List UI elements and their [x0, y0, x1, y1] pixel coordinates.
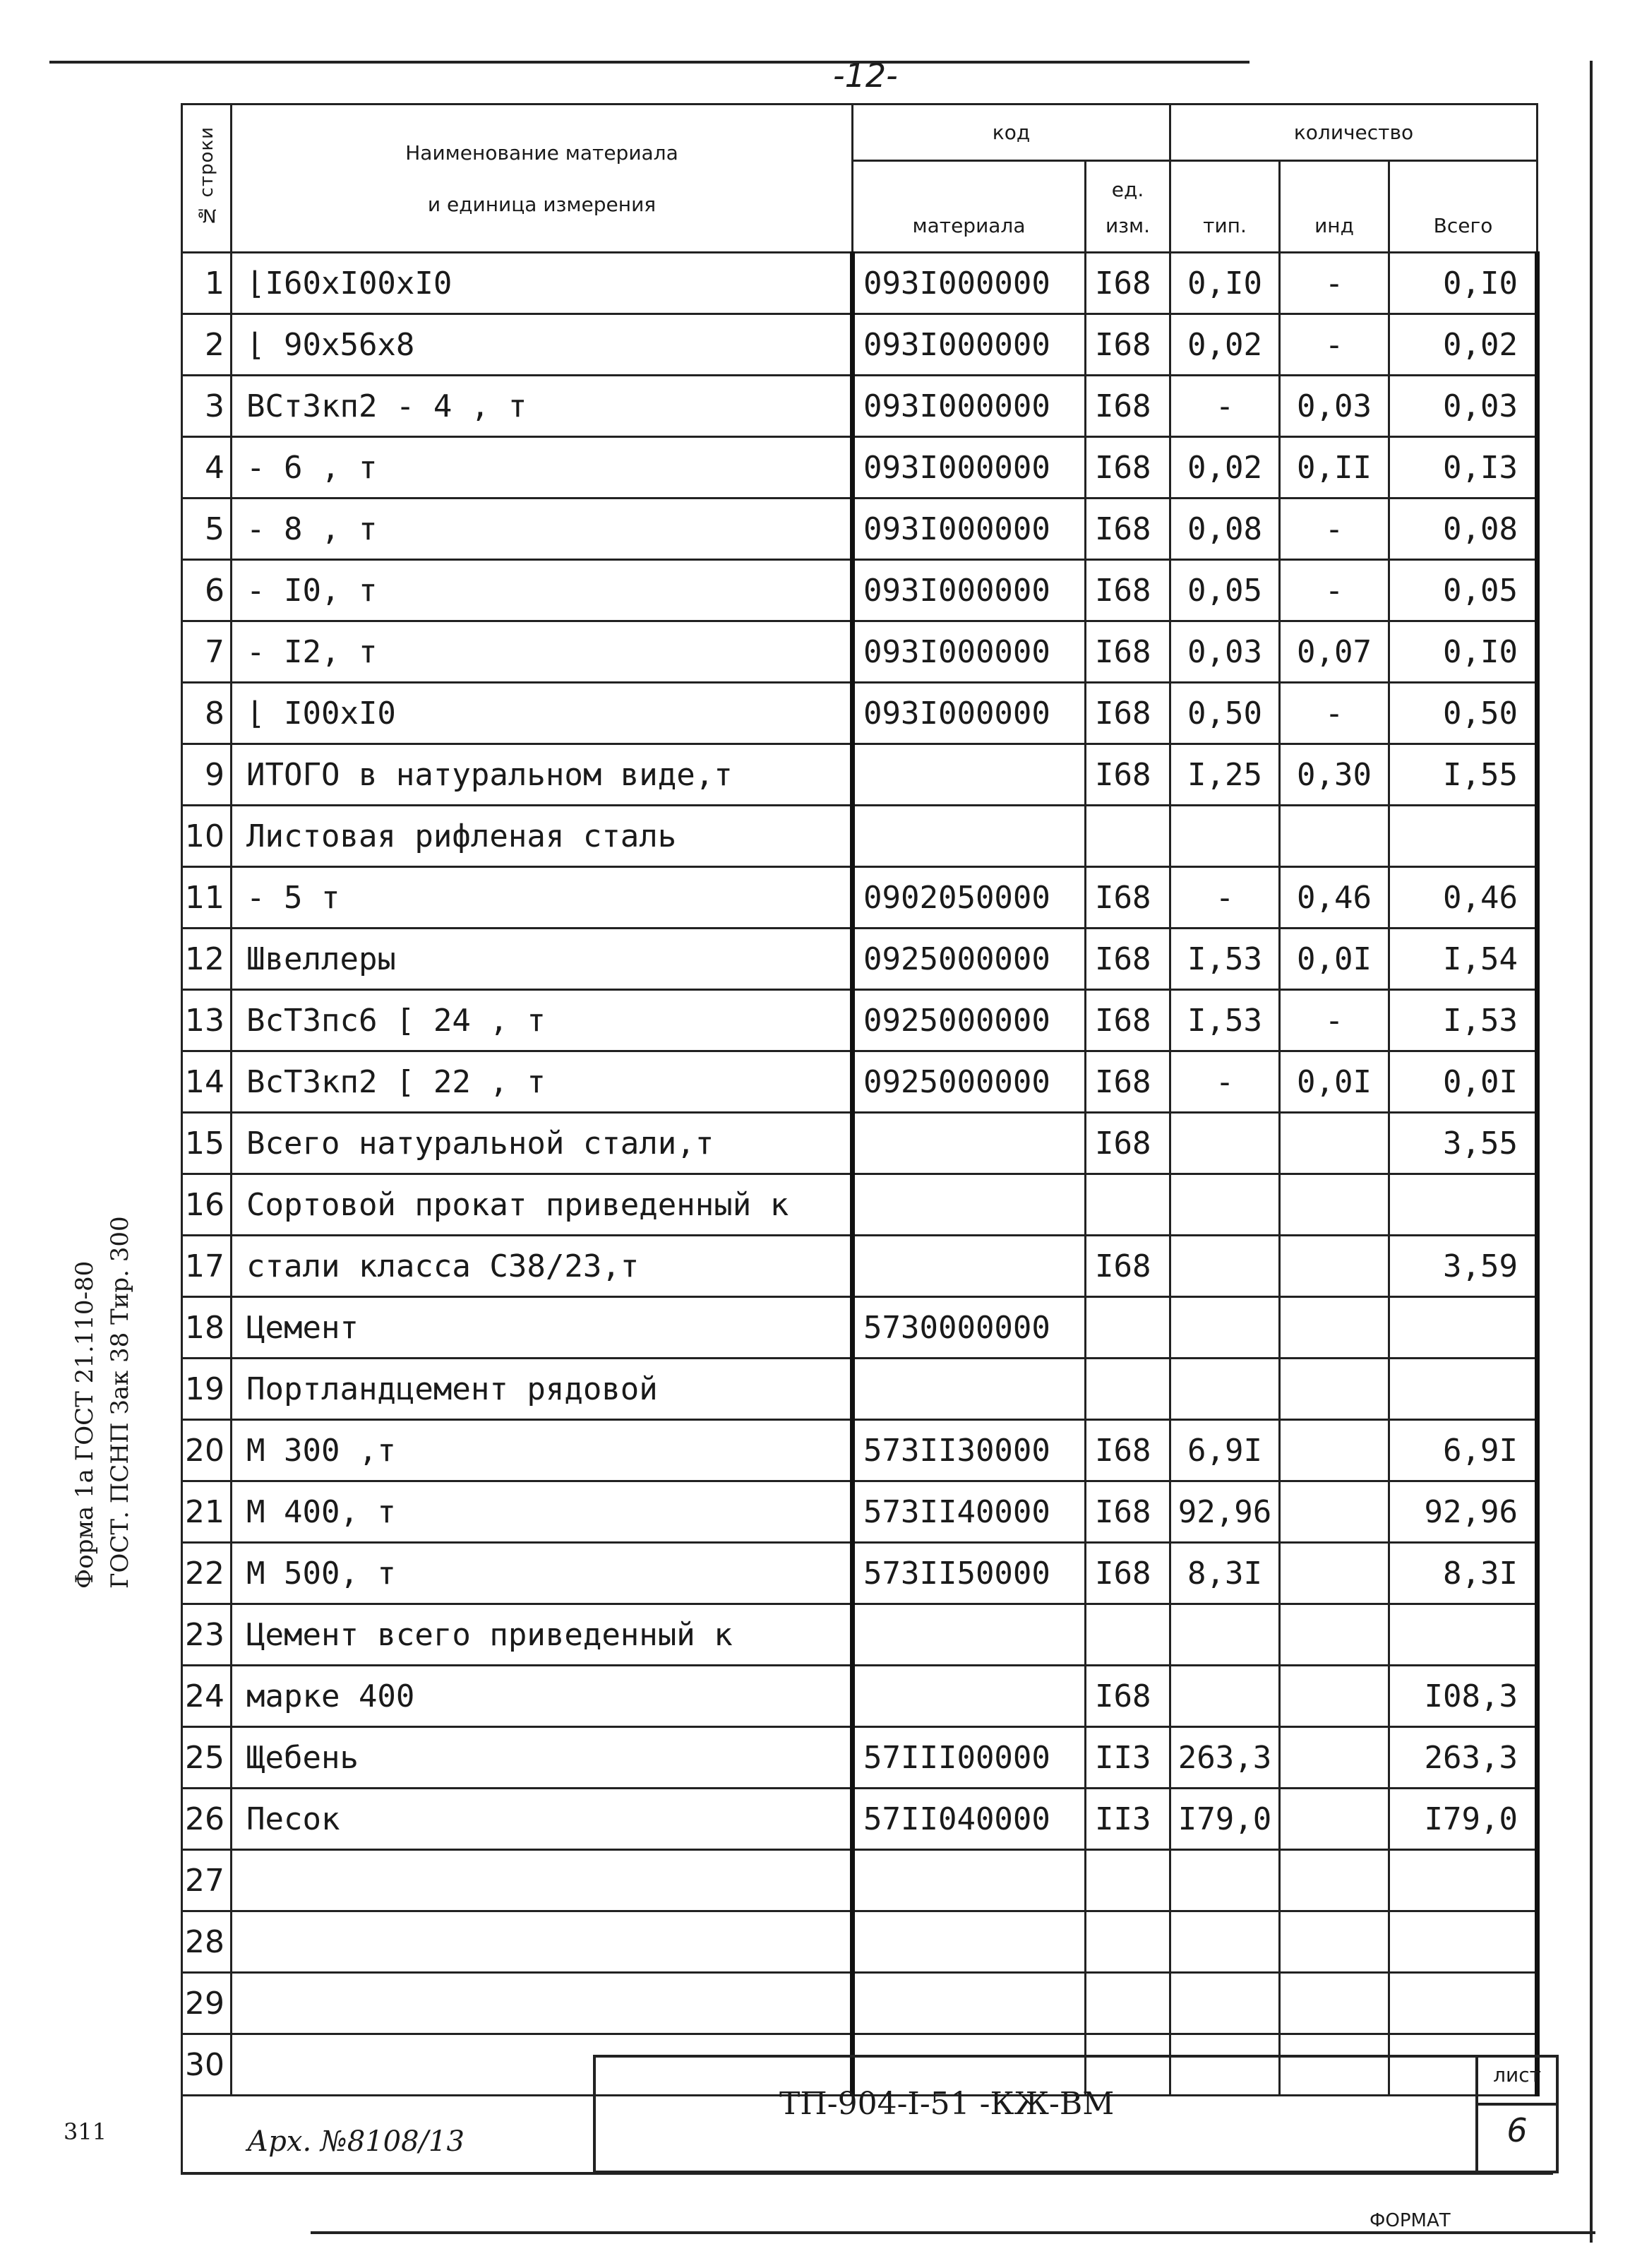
qty-typ: 263,3: [1170, 1727, 1280, 1789]
table-row: [182, 314, 1538, 376]
qty-total: [1389, 1297, 1538, 1359]
table-row: [182, 744, 1538, 806]
row-number: 9: [182, 744, 232, 806]
qty-typ: 0,08: [1170, 499, 1280, 560]
table-row: [182, 621, 1538, 683]
material-code: 573II30000: [853, 1420, 1086, 1481]
material-code: [853, 1666, 1086, 1727]
qty-typ: -: [1170, 1051, 1280, 1113]
unit-code: I68: [1086, 1236, 1170, 1297]
unit-code: II3: [1086, 1727, 1170, 1789]
qty-typ: [1170, 1113, 1280, 1174]
material-name: Листовая рифленая сталь: [232, 806, 853, 867]
qty-total: [1389, 1359, 1538, 1420]
material-name: ВсТ3пс6 [ 24 , т: [232, 990, 853, 1051]
qty-total: [1389, 1174, 1538, 1236]
qty-total: 0,I0: [1389, 621, 1538, 683]
qty-typ: -: [1170, 867, 1280, 929]
qty-typ: [1170, 1297, 1280, 1359]
material-code: [853, 1359, 1086, 1420]
unit-code: I68: [1086, 621, 1170, 683]
qty-total: 8,3I: [1389, 1543, 1538, 1604]
material-name: [232, 1911, 853, 1973]
row-number: 7: [182, 621, 232, 683]
material-name: ⌊I60xI00xI0: [232, 253, 853, 314]
qty-total: 3,59: [1389, 1236, 1538, 1297]
table-row: [182, 806, 1538, 867]
sheet-box: [1475, 2058, 1556, 2171]
row-number: 15: [182, 1113, 232, 1174]
right-rule: [1590, 61, 1593, 2243]
material-code: 093I000000: [853, 376, 1086, 437]
unit-code: I68: [1086, 1543, 1170, 1604]
row-number: 25: [182, 1727, 232, 1789]
qty-total: I,54: [1389, 929, 1538, 990]
qty-typ: I,25: [1170, 744, 1280, 806]
code-unit-header: ед. изм.: [1086, 161, 1170, 253]
row-number: 17: [182, 1236, 232, 1297]
unit-code: I68: [1086, 867, 1170, 929]
qty-typ: 8,3I: [1170, 1543, 1280, 1604]
table-row: [182, 990, 1538, 1051]
qty-ind: 0,II: [1280, 437, 1389, 499]
print-note: ГОСТ. ПСНП Зак 38 Тир. 300: [106, 1216, 134, 1589]
top-rule: [49, 61, 1250, 64]
format-label: ФОРМАТ: [1370, 2210, 1451, 2231]
material-name: Швеллеры: [232, 929, 853, 990]
material-code: 093I000000: [853, 621, 1086, 683]
qty-typ: -: [1170, 376, 1280, 437]
table-row: [182, 929, 1538, 990]
material-name: ⌊ 90x56x8: [232, 314, 853, 376]
table-row: [182, 683, 1538, 744]
bottom-rule: [311, 2231, 1595, 2234]
qty-typ: 0,05: [1170, 560, 1280, 621]
qty-ind: -: [1280, 253, 1389, 314]
qty-total: 263,3: [1389, 1727, 1538, 1789]
material-name: стали класса С38/23,т: [232, 1236, 853, 1297]
unit-code: I68: [1086, 1481, 1170, 1543]
row-number: 24: [182, 1666, 232, 1727]
table-row: [182, 1420, 1538, 1481]
row-number: 11: [182, 867, 232, 929]
row-number: 16: [182, 1174, 232, 1236]
row-number: 6: [182, 560, 232, 621]
row-number-header: № строки: [182, 105, 232, 253]
unit-code: I68: [1086, 1420, 1170, 1481]
qty-total: I79,0: [1389, 1789, 1538, 1850]
row-number: 3: [182, 376, 232, 437]
row-number: 1: [182, 253, 232, 314]
qty-ind: [1280, 1420, 1389, 1481]
table-row: [182, 1911, 1538, 1973]
qty-typ-header: тип.: [1170, 161, 1280, 253]
row-number: 27: [182, 1850, 232, 1911]
material-name: [232, 1850, 853, 1911]
material-name: Портландцемент рядовой: [232, 1359, 853, 1420]
qty-typ: [1170, 1911, 1280, 1973]
qty-typ: [1170, 1174, 1280, 1236]
qty-typ: [1170, 1666, 1280, 1727]
qty-total: I,55: [1389, 744, 1538, 806]
qty-typ: [1170, 1359, 1280, 1420]
unit-code: II3: [1086, 1789, 1170, 1850]
material-name: Всего натуральной стали,т: [232, 1113, 853, 1174]
material-code: 093I000000: [853, 253, 1086, 314]
qty-typ: [1170, 1850, 1280, 1911]
unit-code: [1086, 1973, 1170, 2034]
qty-typ: [1170, 806, 1280, 867]
row-number: 12: [182, 929, 232, 990]
materials-body: [182, 253, 1538, 2096]
qty-ind: 0,30: [1280, 744, 1389, 806]
table-row: [182, 1236, 1538, 1297]
row-number: 13: [182, 990, 232, 1051]
material-code: [853, 1174, 1086, 1236]
material-name: - 8 , т: [232, 499, 853, 560]
unit-code: I68: [1086, 253, 1170, 314]
qty-typ: [1170, 1973, 1280, 2034]
table-row: [182, 437, 1538, 499]
unit-code: [1086, 1850, 1170, 1911]
row-number: 23: [182, 1604, 232, 1666]
qty-ind: [1280, 1113, 1389, 1174]
material-code: 0925000000: [853, 990, 1086, 1051]
material-code: [853, 1911, 1086, 1973]
page-number: -12-: [833, 56, 898, 95]
material-name: Цемент всего приведенный к: [232, 1604, 853, 1666]
row-number: 10: [182, 806, 232, 867]
qty-typ: I,53: [1170, 990, 1280, 1051]
material-name: - I0, т: [232, 560, 853, 621]
qty-typ: 6,9I: [1170, 1420, 1280, 1481]
qty-ind: -: [1280, 314, 1389, 376]
material-code: 093I000000: [853, 683, 1086, 744]
table-row: [182, 1481, 1538, 1543]
table-row: [182, 1789, 1538, 1850]
qty-total: [1389, 1911, 1538, 1973]
material-code: 0925000000: [853, 929, 1086, 990]
unit-code: I68: [1086, 744, 1170, 806]
qty-ind: [1280, 1236, 1389, 1297]
unit-code: [1086, 1359, 1170, 1420]
table-row: [182, 253, 1538, 314]
material-code: 573II50000: [853, 1543, 1086, 1604]
table-row: [182, 1359, 1538, 1420]
side-page-number: 311: [64, 2118, 107, 2145]
qty-typ: [1170, 1604, 1280, 1666]
sheet-label: лист: [1493, 2063, 1541, 2087]
table-row: [182, 499, 1538, 560]
row-number: 26: [182, 1789, 232, 1850]
unit-code: [1086, 1174, 1170, 1236]
qty-ind: [1280, 1911, 1389, 1973]
row-number: 4: [182, 437, 232, 499]
qty-ind: [1280, 806, 1389, 867]
material-code: [853, 806, 1086, 867]
row-number: 5: [182, 499, 232, 560]
material-code: 093I000000: [853, 499, 1086, 560]
material-name: - 6 , т: [232, 437, 853, 499]
document-code: ТП-904-I-51 -КЖ-ВМ: [779, 2086, 1115, 2122]
qty-total: 0,I0: [1389, 253, 1538, 314]
unit-code: I68: [1086, 560, 1170, 621]
qty-ind: -: [1280, 560, 1389, 621]
material-name: - 5 т: [232, 867, 853, 929]
table-row: [182, 867, 1538, 929]
unit-code: I68: [1086, 929, 1170, 990]
material-name: ВСт3кп2 - 4 , т: [232, 376, 853, 437]
sheet-number: 6: [1506, 2111, 1528, 2149]
unit-code: [1086, 1911, 1170, 1973]
stamp-frame-left: [181, 2034, 183, 2175]
row-number: 22: [182, 1543, 232, 1604]
qty-total: 0,03: [1389, 376, 1538, 437]
qty-ind: [1280, 1727, 1389, 1789]
qty-total: I08,3: [1389, 1666, 1538, 1727]
qty-typ: I79,0: [1170, 1789, 1280, 1850]
table-row: [182, 1051, 1538, 1113]
qty-typ: 0,02: [1170, 314, 1280, 376]
qty-typ: 0,02: [1170, 437, 1280, 499]
qty-typ: [1170, 1236, 1280, 1297]
unit-code: I68: [1086, 499, 1170, 560]
unit-code: I68: [1086, 1666, 1170, 1727]
material-code: 0925000000: [853, 1051, 1086, 1113]
material-name: - I2, т: [232, 621, 853, 683]
qty-typ: 92,96: [1170, 1481, 1280, 1543]
unit-code: [1086, 1297, 1170, 1359]
material-name: марке 400: [232, 1666, 853, 1727]
qty-ind: [1280, 1850, 1389, 1911]
materials-table: [181, 103, 1540, 2096]
material-name: Цемент: [232, 1297, 853, 1359]
material-code: 093I000000: [853, 314, 1086, 376]
qty-typ: I,53: [1170, 929, 1280, 990]
qty-total: 3,55: [1389, 1113, 1538, 1174]
unit-code: I68: [1086, 683, 1170, 744]
qty-ind: [1280, 1359, 1389, 1420]
sheet-separator: [1478, 2103, 1556, 2106]
qty-total: 0,I3: [1389, 437, 1538, 499]
unit-code: I68: [1086, 1051, 1170, 1113]
unit-code: I68: [1086, 376, 1170, 437]
unit-code: [1086, 1604, 1170, 1666]
table-row: [182, 1604, 1538, 1666]
qty-total: [1389, 806, 1538, 867]
qty-total-header: Всего: [1389, 161, 1538, 253]
material-code: 093I000000: [853, 437, 1086, 499]
material-name: Песок: [232, 1789, 853, 1850]
material-name: ВсТ3кп2 [ 22 , т: [232, 1051, 853, 1113]
unit-code: I68: [1086, 314, 1170, 376]
material-code: 0902050000: [853, 867, 1086, 929]
archive-number: Арх. №8108/13: [247, 2125, 465, 2158]
material-name: М 500, т: [232, 1543, 853, 1604]
quantity-group-header: количество: [1170, 105, 1538, 161]
row-number: 20: [182, 1420, 232, 1481]
table-row: [182, 1850, 1538, 1911]
qty-ind: [1280, 1297, 1389, 1359]
qty-ind: [1280, 1174, 1389, 1236]
code-group-header: код: [853, 105, 1170, 161]
qty-ind-header: инд: [1280, 161, 1389, 253]
qty-ind: -: [1280, 683, 1389, 744]
qty-ind: [1280, 1604, 1389, 1666]
qty-total: [1389, 1973, 1538, 2034]
qty-total: [1389, 1850, 1538, 1911]
material-code: 57III00000: [853, 1727, 1086, 1789]
material-code: [853, 1236, 1086, 1297]
material-name-header: Наименование материала и единица измерения: [232, 105, 853, 253]
material-name: М 300 ,т: [232, 1420, 853, 1481]
material-code: 57II040000: [853, 1789, 1086, 1850]
code-material-header: материала: [853, 161, 1086, 253]
qty-total: 0,08: [1389, 499, 1538, 560]
material-code: 5730000000: [853, 1297, 1086, 1359]
qty-typ: 0,I0: [1170, 253, 1280, 314]
row-number: 28: [182, 1911, 232, 1973]
table-row: [182, 1973, 1538, 2034]
table-row: [182, 1174, 1538, 1236]
material-name: [232, 1973, 853, 2034]
table-row: [182, 1297, 1538, 1359]
unit-code: I68: [1086, 437, 1170, 499]
row-number: 19: [182, 1359, 232, 1420]
qty-total: 0,50: [1389, 683, 1538, 744]
qty-ind: 0,03: [1280, 376, 1389, 437]
material-name: ⌊ I00xI0: [232, 683, 853, 744]
qty-ind: 0,0I: [1280, 929, 1389, 990]
qty-ind: 0,46: [1280, 867, 1389, 929]
unit-code: I68: [1086, 990, 1170, 1051]
material-name: Сортовой прокат приведенный к: [232, 1174, 853, 1236]
row-number: 14: [182, 1051, 232, 1113]
row-number: 21: [182, 1481, 232, 1543]
material-name: ИТОГО в натуральном виде,т: [232, 744, 853, 806]
qty-total: 0,02: [1389, 314, 1538, 376]
qty-total: 0,0I: [1389, 1051, 1538, 1113]
qty-ind: [1280, 1666, 1389, 1727]
qty-ind: [1280, 1789, 1389, 1850]
qty-total: 6,9I: [1389, 1420, 1538, 1481]
material-code: 093I000000: [853, 560, 1086, 621]
qty-ind: [1280, 1481, 1389, 1543]
unit-code: I68: [1086, 1113, 1170, 1174]
row-number: 18: [182, 1297, 232, 1359]
material-code: [853, 1604, 1086, 1666]
qty-total: I,53: [1389, 990, 1538, 1051]
qty-total: 0,46: [1389, 867, 1538, 929]
material-code: [853, 1850, 1086, 1911]
material-code: [853, 1113, 1086, 1174]
material-code: 573II40000: [853, 1481, 1086, 1543]
material-code: [853, 1973, 1086, 2034]
table-row: [182, 1666, 1538, 1727]
qty-total: [1389, 1604, 1538, 1666]
row-number: 8: [182, 683, 232, 744]
unit-code: [1086, 806, 1170, 867]
form-note: Форма 1а ГОСТ 21.110-80: [71, 1260, 99, 1589]
table-row: [182, 1113, 1538, 1174]
row-number: 30: [182, 2034, 232, 2096]
qty-ind: [1280, 1973, 1389, 2034]
table-row: [182, 1727, 1538, 1789]
title-block: [593, 2055, 1559, 2173]
material-name: М 400, т: [232, 1481, 853, 1543]
row-number: 29: [182, 1973, 232, 2034]
table-row: [182, 1543, 1538, 1604]
qty-ind: 0,07: [1280, 621, 1389, 683]
qty-ind: [1280, 1543, 1389, 1604]
table-row: [182, 376, 1538, 437]
row-number: 2: [182, 314, 232, 376]
qty-ind: -: [1280, 499, 1389, 560]
material-code: [853, 744, 1086, 806]
material-name: Щебень: [232, 1727, 853, 1789]
qty-ind: -: [1280, 990, 1389, 1051]
qty-typ: 0,50: [1170, 683, 1280, 744]
qty-total: 92,96: [1389, 1481, 1538, 1543]
qty-ind: 0,0I: [1280, 1051, 1389, 1113]
qty-typ: 0,03: [1170, 621, 1280, 683]
qty-total: 0,05: [1389, 560, 1538, 621]
table-row: [182, 560, 1538, 621]
